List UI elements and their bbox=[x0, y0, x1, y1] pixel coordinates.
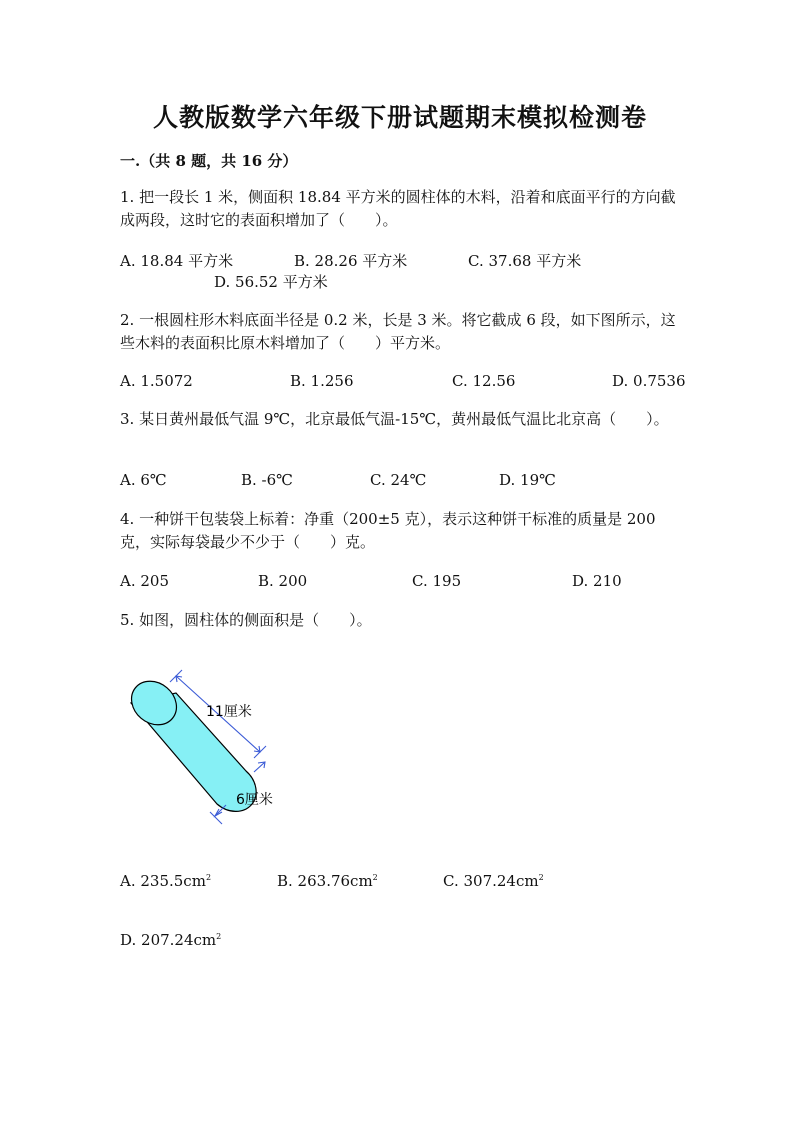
question-3-option-b[interactable]: B. -6℃ bbox=[241, 471, 293, 489]
question-4-option-b[interactable]: B. 200 bbox=[258, 572, 308, 590]
cylinder-diagram bbox=[120, 668, 320, 833]
question-2-option-d[interactable]: D. 0.7536 bbox=[612, 372, 686, 390]
question-2-option-a[interactable]: A. 1.5072 bbox=[120, 372, 193, 390]
question-1-option-c[interactable]: C. 37.68 平方米 bbox=[468, 252, 582, 270]
question-3-text: 3. 某日黄州最低气温 9℃，北京最低气温-15℃，黄州最低气温比北京高（ ）。 bbox=[120, 410, 669, 428]
question-1-option-a[interactable]: A. 18.84 平方米 bbox=[120, 252, 234, 270]
option-text: B. 263.76cm bbox=[277, 872, 373, 890]
question-2-text: 2. 一根圆柱形木料底面半径是 0.2 米，长是 3 米。将它截成 6 段，如下图所示，这些木料的表面积比原木料增加了（ ）平方米。 bbox=[120, 311, 676, 352]
section-heading: 一.（共 8 题，共 16 分） bbox=[120, 152, 298, 170]
unit-exponent: 2 bbox=[538, 873, 544, 882]
question-4-option-d[interactable]: D. 210 bbox=[572, 572, 622, 590]
question-5-text: 5. 如图，圆柱体的侧面积是（ ）。 bbox=[120, 611, 372, 629]
question-5-option-d[interactable] bbox=[120, 931, 221, 949]
question-5-option-a[interactable] bbox=[120, 872, 211, 890]
page-title: 人教版数学六年级下册试题期末模拟检测卷 bbox=[152, 103, 647, 132]
option-text: A. 235.5cm bbox=[120, 872, 206, 890]
question-4-text: 4. 一种饼干包装袋上标着：净重（200±5 克），表示这种饼干标准的质量是 200 克，实际每袋最少不少于（ ）克。 bbox=[120, 510, 656, 551]
question-3-option-a[interactable]: A. 6℃ bbox=[120, 471, 167, 489]
question-4-option-c[interactable]: C. 195 bbox=[412, 572, 462, 590]
question-3-option-c[interactable]: C. 24℃ bbox=[370, 471, 427, 489]
cylinder-shape bbox=[123, 672, 256, 811]
option-text: C. 307.24cm bbox=[443, 872, 539, 890]
question-4-option-a[interactable]: A. 205 bbox=[120, 572, 169, 590]
unit-exponent: 2 bbox=[205, 873, 212, 882]
question-1-option-d[interactable]: D. 56.52 平方米 bbox=[214, 273, 328, 291]
question-5-option-c[interactable] bbox=[443, 872, 544, 890]
unit-exponent: 2 bbox=[372, 873, 378, 882]
question-1-option-b[interactable]: B. 28.26 平方米 bbox=[294, 252, 408, 270]
length-label: 11厘米 bbox=[206, 704, 252, 720]
diameter-label: 6厘米 bbox=[236, 792, 273, 808]
option-text: D. 207.24cm bbox=[120, 931, 217, 949]
question-3-option-d[interactable]: D. 19℃ bbox=[499, 471, 556, 489]
cylinder-figure bbox=[120, 668, 320, 833]
question-2-option-b[interactable]: B. 1.256 bbox=[290, 372, 354, 390]
question-1-text: 1. 把一段长 1 米，侧面积 18.84 平方米的圆柱体的木料，沿着和底面平行的方向截成两段，这时它的表面积增加了（ ）。 bbox=[120, 188, 676, 229]
question-5-option-b[interactable] bbox=[277, 872, 378, 890]
question-2-option-c[interactable]: C. 12.56 bbox=[452, 372, 516, 390]
unit-exponent: 2 bbox=[216, 932, 222, 941]
